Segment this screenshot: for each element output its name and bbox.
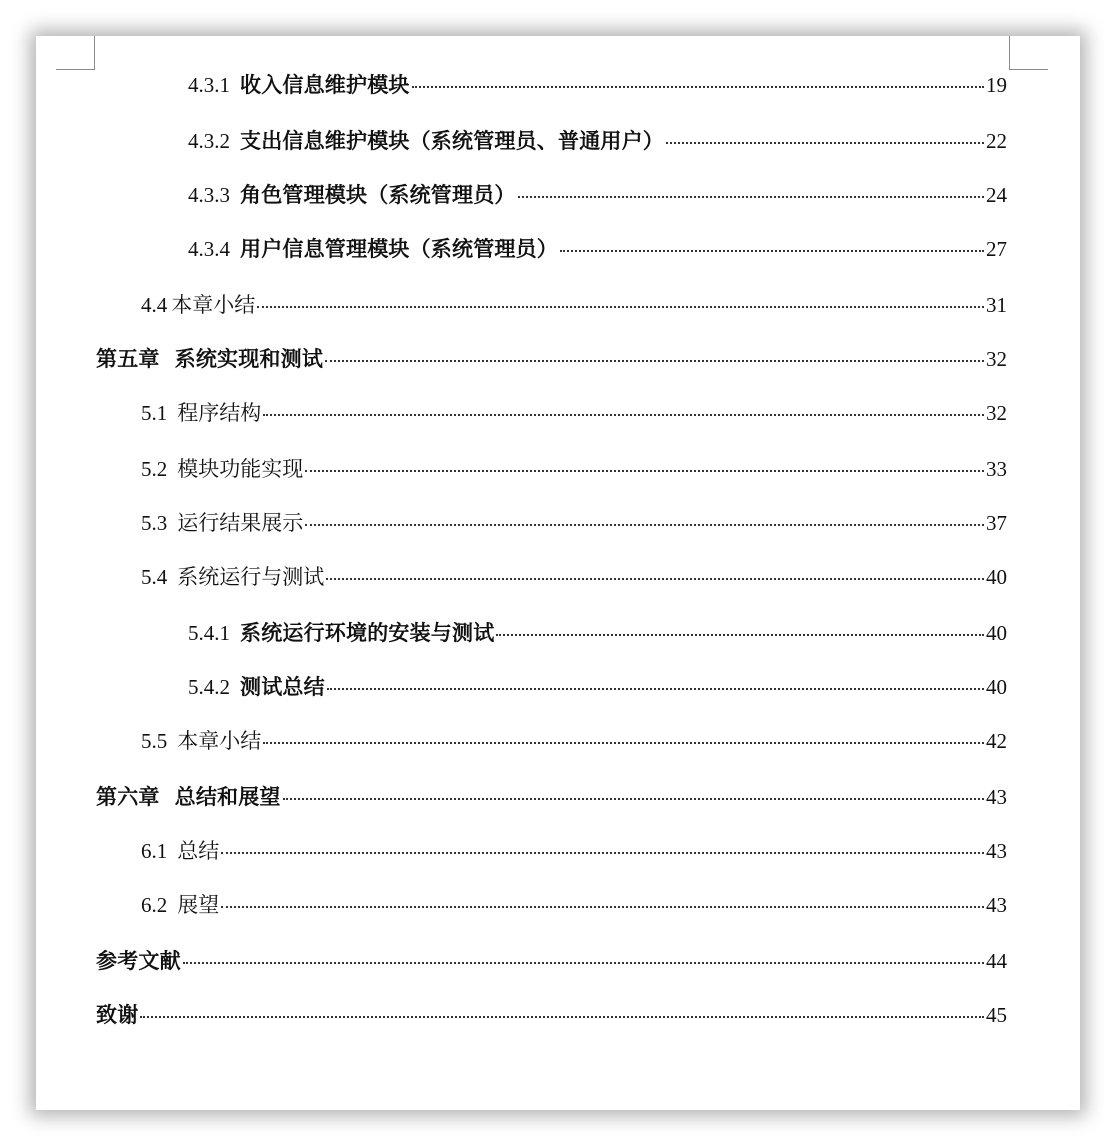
toc-title: 收入信息维护模块 — [240, 73, 410, 97]
dot-leader — [305, 470, 984, 472]
toc-page-number: 19 — [986, 73, 1007, 97]
toc-page-number: 32 — [986, 401, 1007, 425]
dot-leader — [257, 306, 984, 308]
toc-entry-4-3-1[interactable] — [188, 71, 1007, 99]
toc-number: 4.3.2 — [188, 129, 230, 153]
toc-title: 展望 — [177, 893, 220, 917]
crop-mark-right — [1009, 36, 1048, 70]
toc-number: 5.1 — [141, 401, 168, 425]
toc-number: 5.4.2 — [188, 675, 230, 699]
toc-entry-4-3-2[interactable] — [188, 127, 1007, 155]
toc-number: 6.1 — [141, 839, 168, 863]
dot-leader — [666, 142, 984, 144]
toc-number: 4.4 — [141, 293, 168, 317]
toc-title: 用户信息管理模块（系统管理员） — [240, 237, 558, 261]
toc-title: 参考文献 — [96, 949, 181, 973]
toc-title: 模块功能实现 — [177, 457, 304, 481]
toc-page-number: 27 — [986, 237, 1007, 261]
dot-leader — [560, 250, 984, 252]
toc-page-number: 43 — [986, 785, 1007, 809]
toc-entry-acknowledgements[interactable] — [96, 1001, 1007, 1029]
toc-number: 5.4.1 — [188, 621, 230, 645]
toc-title: 测试总结 — [240, 675, 325, 699]
toc-page-number: 43 — [986, 839, 1007, 863]
toc-page-number: 45 — [986, 1003, 1007, 1027]
dot-leader — [221, 852, 984, 854]
dot-leader — [412, 86, 984, 88]
toc-entry-5-4[interactable] — [141, 563, 1007, 591]
toc-entry-5-4-2[interactable] — [188, 673, 1007, 701]
toc-entry-4-3-4[interactable] — [188, 235, 1007, 263]
dot-leader — [263, 742, 984, 744]
dot-leader — [326, 578, 984, 580]
toc-entry-5-5[interactable] — [141, 727, 1007, 755]
toc-number: 6.2 — [141, 893, 168, 917]
toc-number: 4.3.1 — [188, 73, 230, 97]
dot-leader — [221, 906, 984, 908]
dot-leader — [140, 1016, 984, 1018]
crop-mark-left — [56, 36, 95, 70]
toc-page-number: 40 — [986, 675, 1007, 699]
toc-title: 系统运行环境的安装与测试 — [240, 621, 495, 645]
toc-number: 4.3.3 — [188, 183, 230, 207]
toc-title: 系统运行与测试 — [177, 565, 325, 589]
toc-entry-5-3[interactable] — [141, 509, 1007, 537]
toc-page-number: 31 — [986, 293, 1007, 317]
toc-entry-5-4-1[interactable] — [188, 619, 1007, 647]
toc-entry-chapter-5[interactable] — [96, 345, 1007, 373]
toc-title: 角色管理模块（系统管理员） — [240, 183, 516, 207]
toc-entry-5-1[interactable] — [141, 399, 1007, 427]
toc-number: 5.4 — [141, 565, 168, 589]
toc-entry-4-4[interactable] — [141, 291, 1007, 319]
toc-entry-references[interactable] — [96, 947, 1007, 975]
toc-number: 5.2 — [141, 457, 168, 481]
toc-title: 总结 — [177, 839, 220, 863]
document-page — [36, 36, 1080, 1110]
toc-page-number: 24 — [986, 183, 1007, 207]
toc-entry-6-1[interactable] — [141, 837, 1007, 865]
toc-title: 第六章 总结和展望 — [96, 785, 281, 809]
toc-page-number: 40 — [986, 621, 1007, 645]
toc-title: 程序结构 — [177, 401, 262, 425]
toc-page-number: 40 — [986, 565, 1007, 589]
toc-page-number: 44 — [986, 949, 1007, 973]
dot-leader — [305, 524, 984, 526]
toc-page-number: 32 — [986, 347, 1007, 371]
dot-leader — [263, 414, 984, 416]
toc-number: 5.5 — [141, 729, 168, 753]
toc-title: 运行结果展示 — [177, 511, 304, 535]
toc-page-number: 37 — [986, 511, 1007, 535]
toc-title: 本章小结 — [177, 729, 262, 753]
toc-title: 支出信息维护模块（系统管理员、普通用户） — [240, 129, 664, 153]
toc-title: 第五章 系统实现和测试 — [96, 347, 324, 371]
dot-leader — [183, 962, 984, 964]
toc-number: 4.3.4 — [188, 237, 230, 261]
dot-leader — [518, 196, 984, 198]
dot-leader — [325, 360, 984, 362]
toc-entry-4-3-3[interactable] — [188, 181, 1007, 209]
dot-leader — [327, 688, 984, 690]
toc-page-number: 43 — [986, 893, 1007, 917]
toc-entry-6-2[interactable] — [141, 891, 1007, 919]
toc-title: 本章小结 — [171, 293, 256, 317]
toc-page-number: 33 — [986, 457, 1007, 481]
toc-entry-chapter-6[interactable] — [96, 783, 1007, 811]
toc-number: 5.3 — [141, 511, 168, 535]
dot-leader — [496, 634, 984, 636]
toc-page-number: 42 — [986, 729, 1007, 753]
toc-page-number: 22 — [986, 129, 1007, 153]
toc-entry-5-2[interactable] — [141, 455, 1007, 483]
dot-leader — [283, 798, 984, 800]
toc-title: 致谢 — [96, 1003, 139, 1027]
